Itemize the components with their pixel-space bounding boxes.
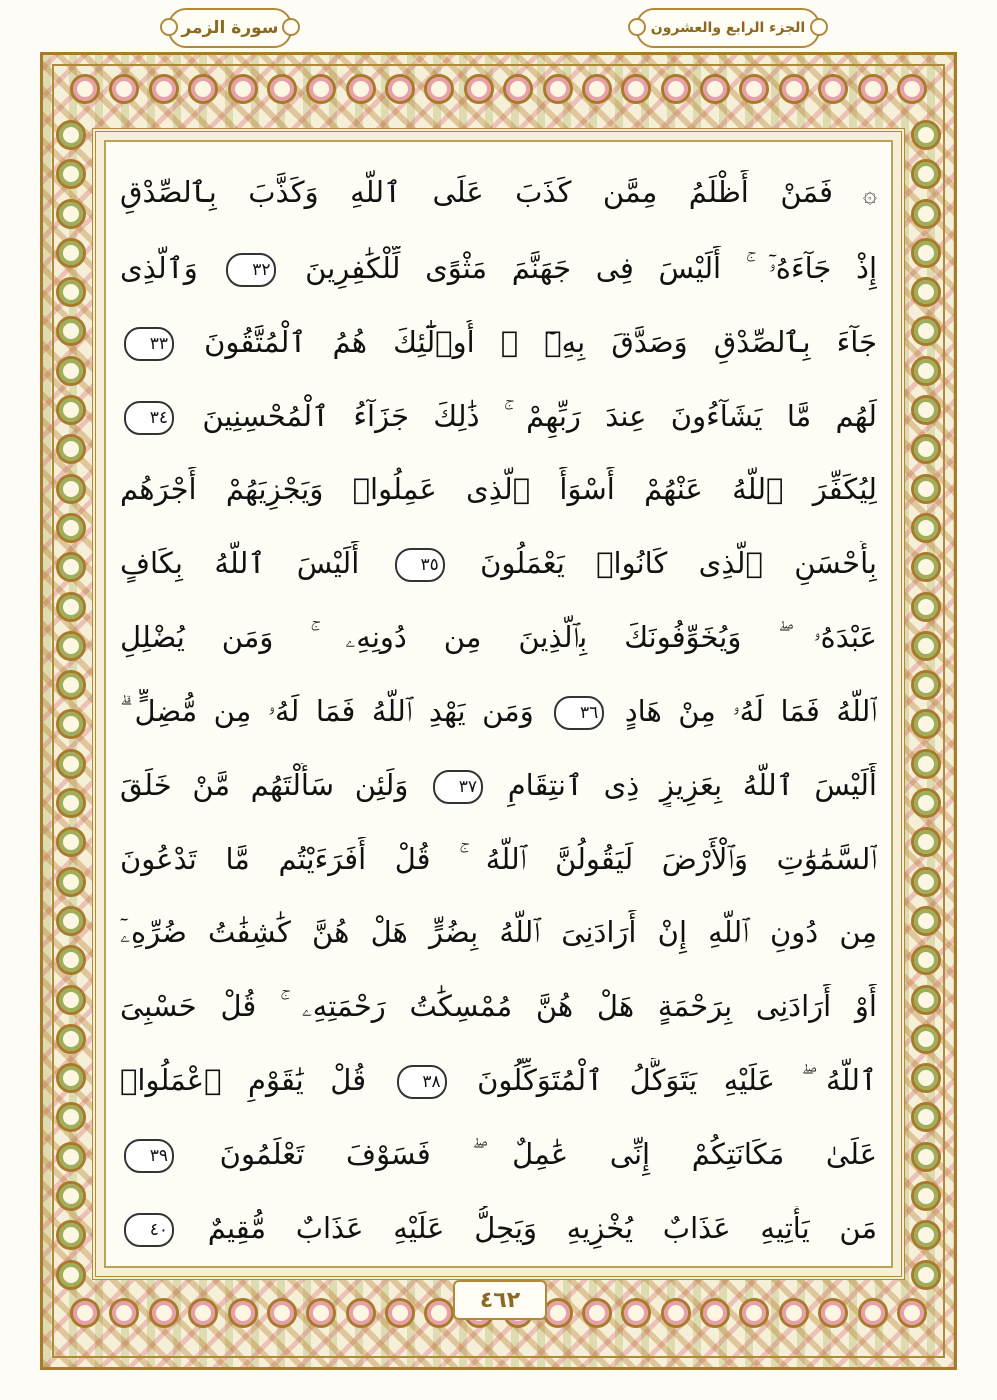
ayah-number-marker: ٣٢: [226, 253, 276, 287]
right-scallop-ornament: [911, 120, 941, 1290]
scallop-ornament: [911, 474, 941, 504]
verse-line: [120, 837, 877, 881]
scallop-ornament: [582, 1298, 612, 1328]
scallop-ornament: [911, 631, 941, 661]
verse-line: [120, 1132, 877, 1176]
scallop-ornament: [56, 945, 86, 975]
scallop-ornament: [897, 1298, 927, 1328]
verse-text: عَلَىٰ مَكَانَتِكُمْ إِنِّى عَٰمِلٌ ۖ فَسَوْفَ تَعْلَمُونَ: [219, 1136, 877, 1171]
scallop-ornament: [911, 395, 941, 425]
scallop-ornament: [56, 238, 86, 268]
scallop-ornament: [109, 74, 139, 104]
scallop-ornament: [911, 159, 941, 189]
scallop-ornament: [56, 1063, 86, 1093]
scallop-ornament: [779, 74, 809, 104]
scallop-ornament: [56, 985, 86, 1015]
scallop-ornament: [56, 906, 86, 936]
verse-text: إِذْ جَآءَهُۥٓ ۚ أَلَيْسَ فِى جَهَنَّمَ مَثْوًى لِّلْكَٰفِرِينَ: [305, 250, 877, 285]
scallop-ornament: [346, 1298, 376, 1328]
ayah-number-marker: ٣٩: [124, 1139, 174, 1173]
scallop-ornament: [911, 120, 941, 150]
verse-text-continuation: أَلَيْسَ ٱللَّهُ بِكَافٍ: [120, 546, 360, 581]
verse-lines: [120, 170, 877, 1250]
scallop-ornament: [911, 945, 941, 975]
scallop-ornament: [911, 1220, 941, 1250]
verse-line: [120, 467, 877, 511]
verse-line: [120, 763, 877, 807]
scallop-ornament: [56, 709, 86, 739]
verse-text: عَبْدَهُۥ ۖ وَيُخَوِّفُونَكَ بِٱلَّذِينَ مِن دُونِهِۦ ۚ وَمَن يُضْلِلِ: [120, 620, 877, 655]
scallop-ornament: [70, 74, 100, 104]
verse-text-continuation: وَلَئِن سَأَلْتَهُم مَّنْ خَلَقَ: [120, 767, 409, 802]
surah-title: سورة الزمر: [168, 8, 292, 48]
verse-line: [120, 615, 877, 659]
scallop-ornament: [621, 1298, 651, 1328]
scallop-ornament: [911, 316, 941, 346]
scallop-ornament: [911, 749, 941, 779]
scallop-ornament: [56, 867, 86, 897]
scallop-ornament: [858, 74, 888, 104]
scallop-ornament: [56, 1142, 86, 1172]
verse-line: [120, 689, 877, 733]
scallop-ornament: [464, 74, 494, 104]
scallop-ornament: [306, 74, 336, 104]
verse-text: أَلَيْسَ ٱللَّهُ بِعَزِيزٍ ذِى ٱنتِقَامٍ: [507, 767, 877, 802]
verse-text-continuation: قُلْ يَٰقَوْمِ ٱعْمَلُوا۟: [120, 1063, 367, 1098]
ayah-number-marker: ٤٠: [124, 1213, 174, 1247]
scallop-ornament: [188, 74, 218, 104]
scallop-ornament: [911, 1142, 941, 1172]
scallop-ornament: [385, 1298, 415, 1328]
ayah-number-marker: ٣٨: [397, 1065, 447, 1099]
ayah-number-marker: ٣٦: [554, 696, 604, 730]
verse-line: [120, 394, 877, 438]
scallop-ornament: [56, 1181, 86, 1211]
scallop-ornament: [858, 1298, 888, 1328]
scallop-ornament: [56, 552, 86, 582]
scallop-ornament: [56, 474, 86, 504]
scallop-ornament: [56, 788, 86, 818]
verse-text: لَهُم مَّا يَشَآءُونَ عِندَ رَبِّهِمْ ۚ ذَٰلِكَ جَزَآءُ ٱلْمُحْسِنِينَ: [202, 398, 877, 433]
scallop-ornament: [56, 316, 86, 346]
verse-line: [120, 541, 877, 585]
scallop-ornament: [779, 1298, 809, 1328]
verse-line: [120, 1058, 877, 1102]
scallop-ornament: [911, 513, 941, 543]
scallop-ornament: [56, 631, 86, 661]
scallop-ornament: [424, 74, 454, 104]
scallop-ornament: [582, 74, 612, 104]
top-scallop-ornament: [70, 74, 927, 104]
scallop-ornament: [228, 74, 258, 104]
scallop-ornament: [700, 1298, 730, 1328]
verse-line: [120, 1206, 877, 1250]
scallop-ornament: [56, 120, 86, 150]
scallop-ornament: [911, 827, 941, 857]
scallop-ornament: [543, 74, 573, 104]
verse-line: [120, 246, 877, 290]
scallop-ornament: [911, 1181, 941, 1211]
ayah-number-marker: ٣٧: [433, 770, 483, 804]
scallop-ornament: [306, 1298, 336, 1328]
scallop-ornament: [56, 827, 86, 857]
scallop-ornament: [56, 159, 86, 189]
scallop-ornament: [739, 1298, 769, 1328]
scallop-ornament: [911, 1102, 941, 1132]
verse-line: [120, 320, 877, 364]
scallop-ornament: [911, 238, 941, 268]
scallop-ornament: [911, 906, 941, 936]
page-number: ٤٦٢: [453, 1280, 547, 1320]
verse-text: ٱلسَّمَٰوَٰتِ وَٱلْأَرْضَ لَيَقُولُنَّ ٱللَّهُ ۚ قُلْ أَفَرَءَيْتُم مَّا تَدْعُونَ: [120, 841, 877, 876]
verse-text: فَمَنْ أَظْلَمُ مِمَّن كَذَبَ عَلَى ٱللَّهِ وَكَذَّبَ بِٱلصِّدْقِ: [120, 175, 834, 209]
scallop-ornament: [911, 1063, 941, 1093]
ayah-number-marker: ٣٣: [124, 327, 174, 361]
verse-text: جَآءَ بِٱلصِّدْقِ وَصَدَّقَ بِهِۦٓ ۙ أُو۟لَٰٓئِكَ هُمُ ٱلْمُتَّقُونَ: [204, 324, 877, 359]
ayah-number-marker: ٣٥: [395, 548, 445, 582]
scallop-ornament: [56, 1102, 86, 1132]
scallop-ornament: [911, 434, 941, 464]
scallop-ornament: [661, 1298, 691, 1328]
scallop-ornament: [267, 1298, 297, 1328]
verse-text: أَوْ أَرَادَنِى بِرَحْمَةٍ هَلْ هُنَّ مُمْسِكَٰتُ رَحْمَتِهِۦ ۚ قُلْ حَسْبِىَ: [120, 989, 877, 1024]
scallop-ornament: [56, 1260, 86, 1290]
scallop-ornament: [897, 74, 927, 104]
scallop-ornament: [56, 1220, 86, 1250]
scallop-ornament: [149, 74, 179, 104]
verse-text: ٱللَّهُ فَمَا لَهُۥ مِنْ هَادٍ: [624, 693, 877, 728]
scallop-ornament: [56, 592, 86, 622]
scallop-ornament: [818, 74, 848, 104]
verse-text: ٱللَّهُ ۖ عَلَيْهِ يَتَوَكَّلُ ٱلْمُتَوَكِّلُونَ: [477, 1063, 877, 1098]
scallop-ornament: [56, 513, 86, 543]
scallop-ornament: [346, 74, 376, 104]
scallop-ornament: [911, 670, 941, 700]
scallop-ornament: [911, 592, 941, 622]
scallop-ornament: [911, 709, 941, 739]
scallop-ornament: [424, 1298, 454, 1328]
scallop-ornament: [739, 74, 769, 104]
verse-text-continuation: وَمَن يَهْدِ ٱللَّهُ فَمَا لَهُۥ مِن مُّضِلٍّ ۗ: [120, 693, 534, 728]
left-scallop-ornament: [56, 120, 86, 1290]
scallop-ornament: [188, 1298, 218, 1328]
scallop-ornament: [911, 985, 941, 1015]
scallop-ornament: [56, 199, 86, 229]
verse-text: مِن دُونِ ٱللَّهِ إِنْ أَرَادَنِىَ ٱللَّهُ بِضُرٍّ هَلْ هُنَّ كَٰشِفَٰتُ ضُرِّهِۦٓ: [120, 915, 877, 950]
scallop-ornament: [385, 74, 415, 104]
rub-el-hizb-icon: ۞: [833, 180, 877, 208]
scallop-ornament: [56, 670, 86, 700]
scallop-ornament: [56, 1024, 86, 1054]
scallop-ornament: [543, 1298, 573, 1328]
scallop-ornament: [149, 1298, 179, 1328]
scallop-ornament: [56, 277, 86, 307]
scallop-ornament: [70, 1298, 100, 1328]
verse-line: [120, 170, 877, 216]
verse-text: مَن يَأْتِيهِ عَذَابٌ يُخْزِيهِ وَيَحِلُّ عَلَيْهِ عَذَابٌ مُّقِيمٌ: [207, 1210, 877, 1245]
juz-title: الجزء الرابع والعشرون: [636, 8, 820, 48]
scallop-ornament: [700, 74, 730, 104]
verse-text: بِأَحْسَنِ ٱلَّذِى كَانُوا۟ يَعْمَلُونَ: [480, 546, 877, 581]
scallop-ornament: [818, 1298, 848, 1328]
scallop-ornament: [911, 199, 941, 229]
scallop-ornament: [911, 277, 941, 307]
verse-text-continuation: وَٱلَّذِى: [120, 250, 198, 285]
ayah-number-marker: ٣٤: [124, 401, 174, 435]
scallop-ornament: [56, 434, 86, 464]
scallop-ornament: [911, 788, 941, 818]
scallop-ornament: [911, 1260, 941, 1290]
scallop-ornament: [661, 74, 691, 104]
scallop-ornament: [56, 749, 86, 779]
scallop-ornament: [911, 356, 941, 386]
scallop-ornament: [109, 1298, 139, 1328]
verse-line: [120, 984, 877, 1028]
verse-line: [120, 910, 877, 954]
scallop-ornament: [228, 1298, 258, 1328]
scallop-ornament: [56, 395, 86, 425]
scallop-ornament: [267, 74, 297, 104]
scallop-ornament: [621, 74, 651, 104]
verse-text: لِيُكَفِّرَ ٱللَّهُ عَنْهُمْ أَسْوَأَ ٱلَّذِى عَمِلُوا۟ وَيَجْزِيَهُمْ أَجْرَهُم: [120, 472, 877, 507]
scallop-ornament: [503, 74, 533, 104]
scallop-ornament: [911, 867, 941, 897]
scallop-ornament: [911, 552, 941, 582]
scallop-ornament: [911, 1024, 941, 1054]
scallop-ornament: [56, 356, 86, 386]
